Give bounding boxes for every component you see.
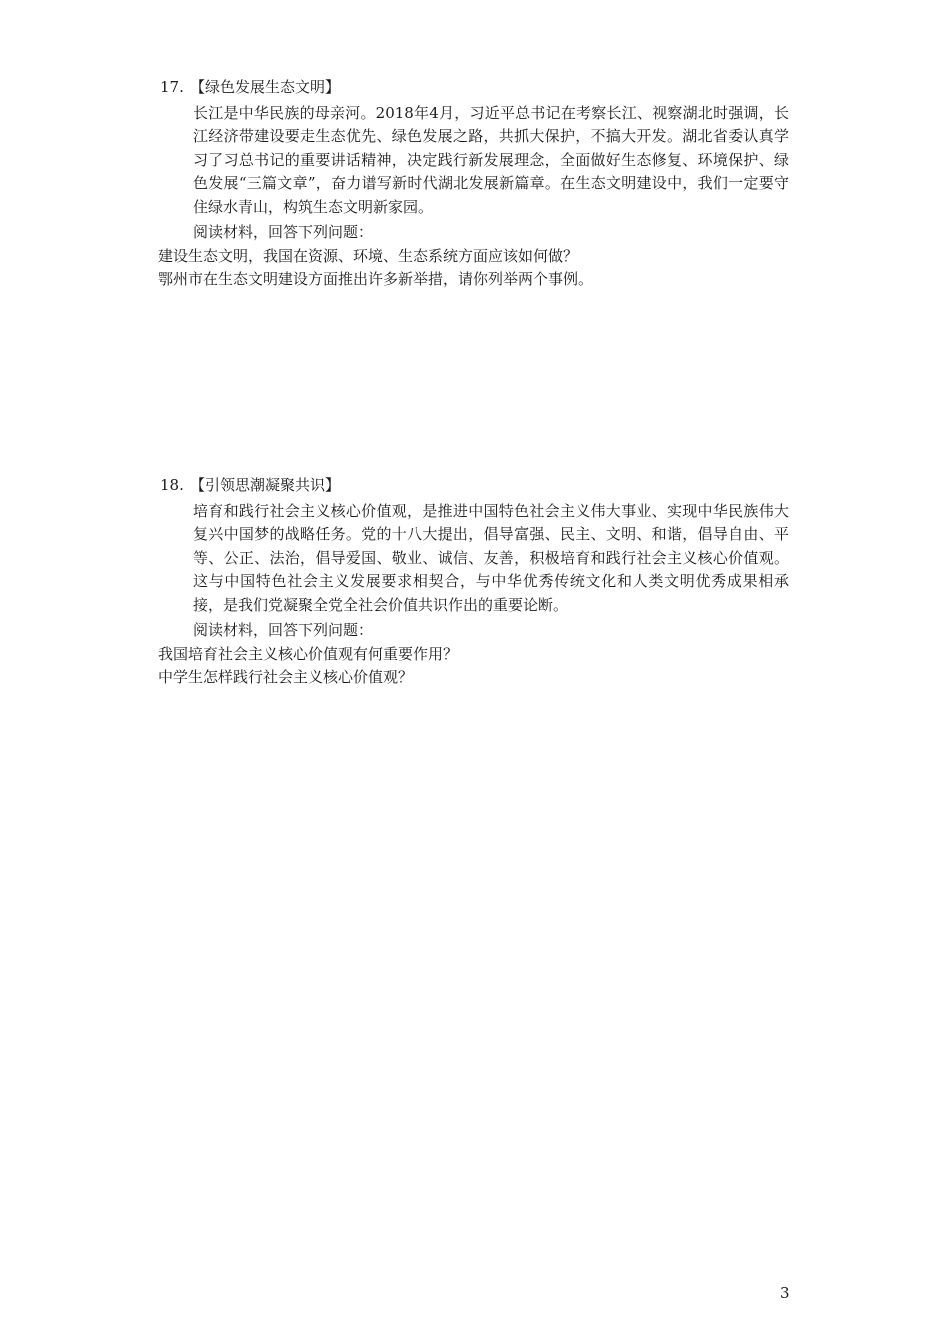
- question-number: 17.: [160, 78, 184, 96]
- question-title: 【绿色发展生态文明】: [190, 78, 341, 96]
- material-paragraph: 培育和践行社会主义核心价值观，是推进中国特色社会主义伟大事业、实现中华民族伟大复兴中国梦的战略任务。党的十八大提出，倡导富强、民主、文明、和谐，倡导自由、平等、公正、法治，倡导爱国、敬业、诚信、友善，积极培育和践行社会主义核心价值观。这与中国特色社会主义发展要求相契合，与中华优秀传统文化和人类文明优秀成果相承接，是我们党凝聚全党全社会价值共识作出的重要论断。: [193, 501, 789, 614]
- question-header: [160, 474, 800, 498]
- question-17: [160, 76, 800, 292]
- question-title: 【引领思潮凝聚共识】: [190, 476, 341, 494]
- question-prompt: 阅读材料，回答下列问题：: [193, 621, 374, 639]
- material-text: [193, 102, 789, 220]
- sub-question: 中学生怎样践行社会主义核心价值观？: [158, 668, 414, 686]
- question-header: [160, 76, 800, 100]
- sub-question: 鄂州市在生态文明建设方面推出许多新举措，请你列举两个事例。: [158, 270, 594, 288]
- question-18: [160, 474, 800, 690]
- material-paragraph: 长江是中华民族的母亲河。2018年4月，习近平总书记在考察长江、视察湖北时强调，长江经济带建设要走生态优先、绿色发展之路，共抓大保护，不搞大开发。湖北省委认真学习了习总书记的重要讲话精神，决定践行新发展理念，全面做好生态修复、环境保护、绿色发展“三篇文章”，奋力谱写新时代湖北发展新篇章。在生态文明建设中，我们一定要守住绿水青山，构筑生态文明新家园。: [193, 103, 789, 216]
- question-number: 18.: [160, 476, 184, 494]
- sub-question: 建设生态文明，我国在资源、环境、生态系统方面应该如何做？: [158, 246, 579, 265]
- question-prompt: 阅读材料，回答下列问题：: [193, 223, 374, 241]
- material-text: [193, 500, 789, 618]
- page-number: 3: [780, 1284, 790, 1302]
- sub-question: 我国培育社会主义核心价值观有何重要作用？: [158, 644, 459, 663]
